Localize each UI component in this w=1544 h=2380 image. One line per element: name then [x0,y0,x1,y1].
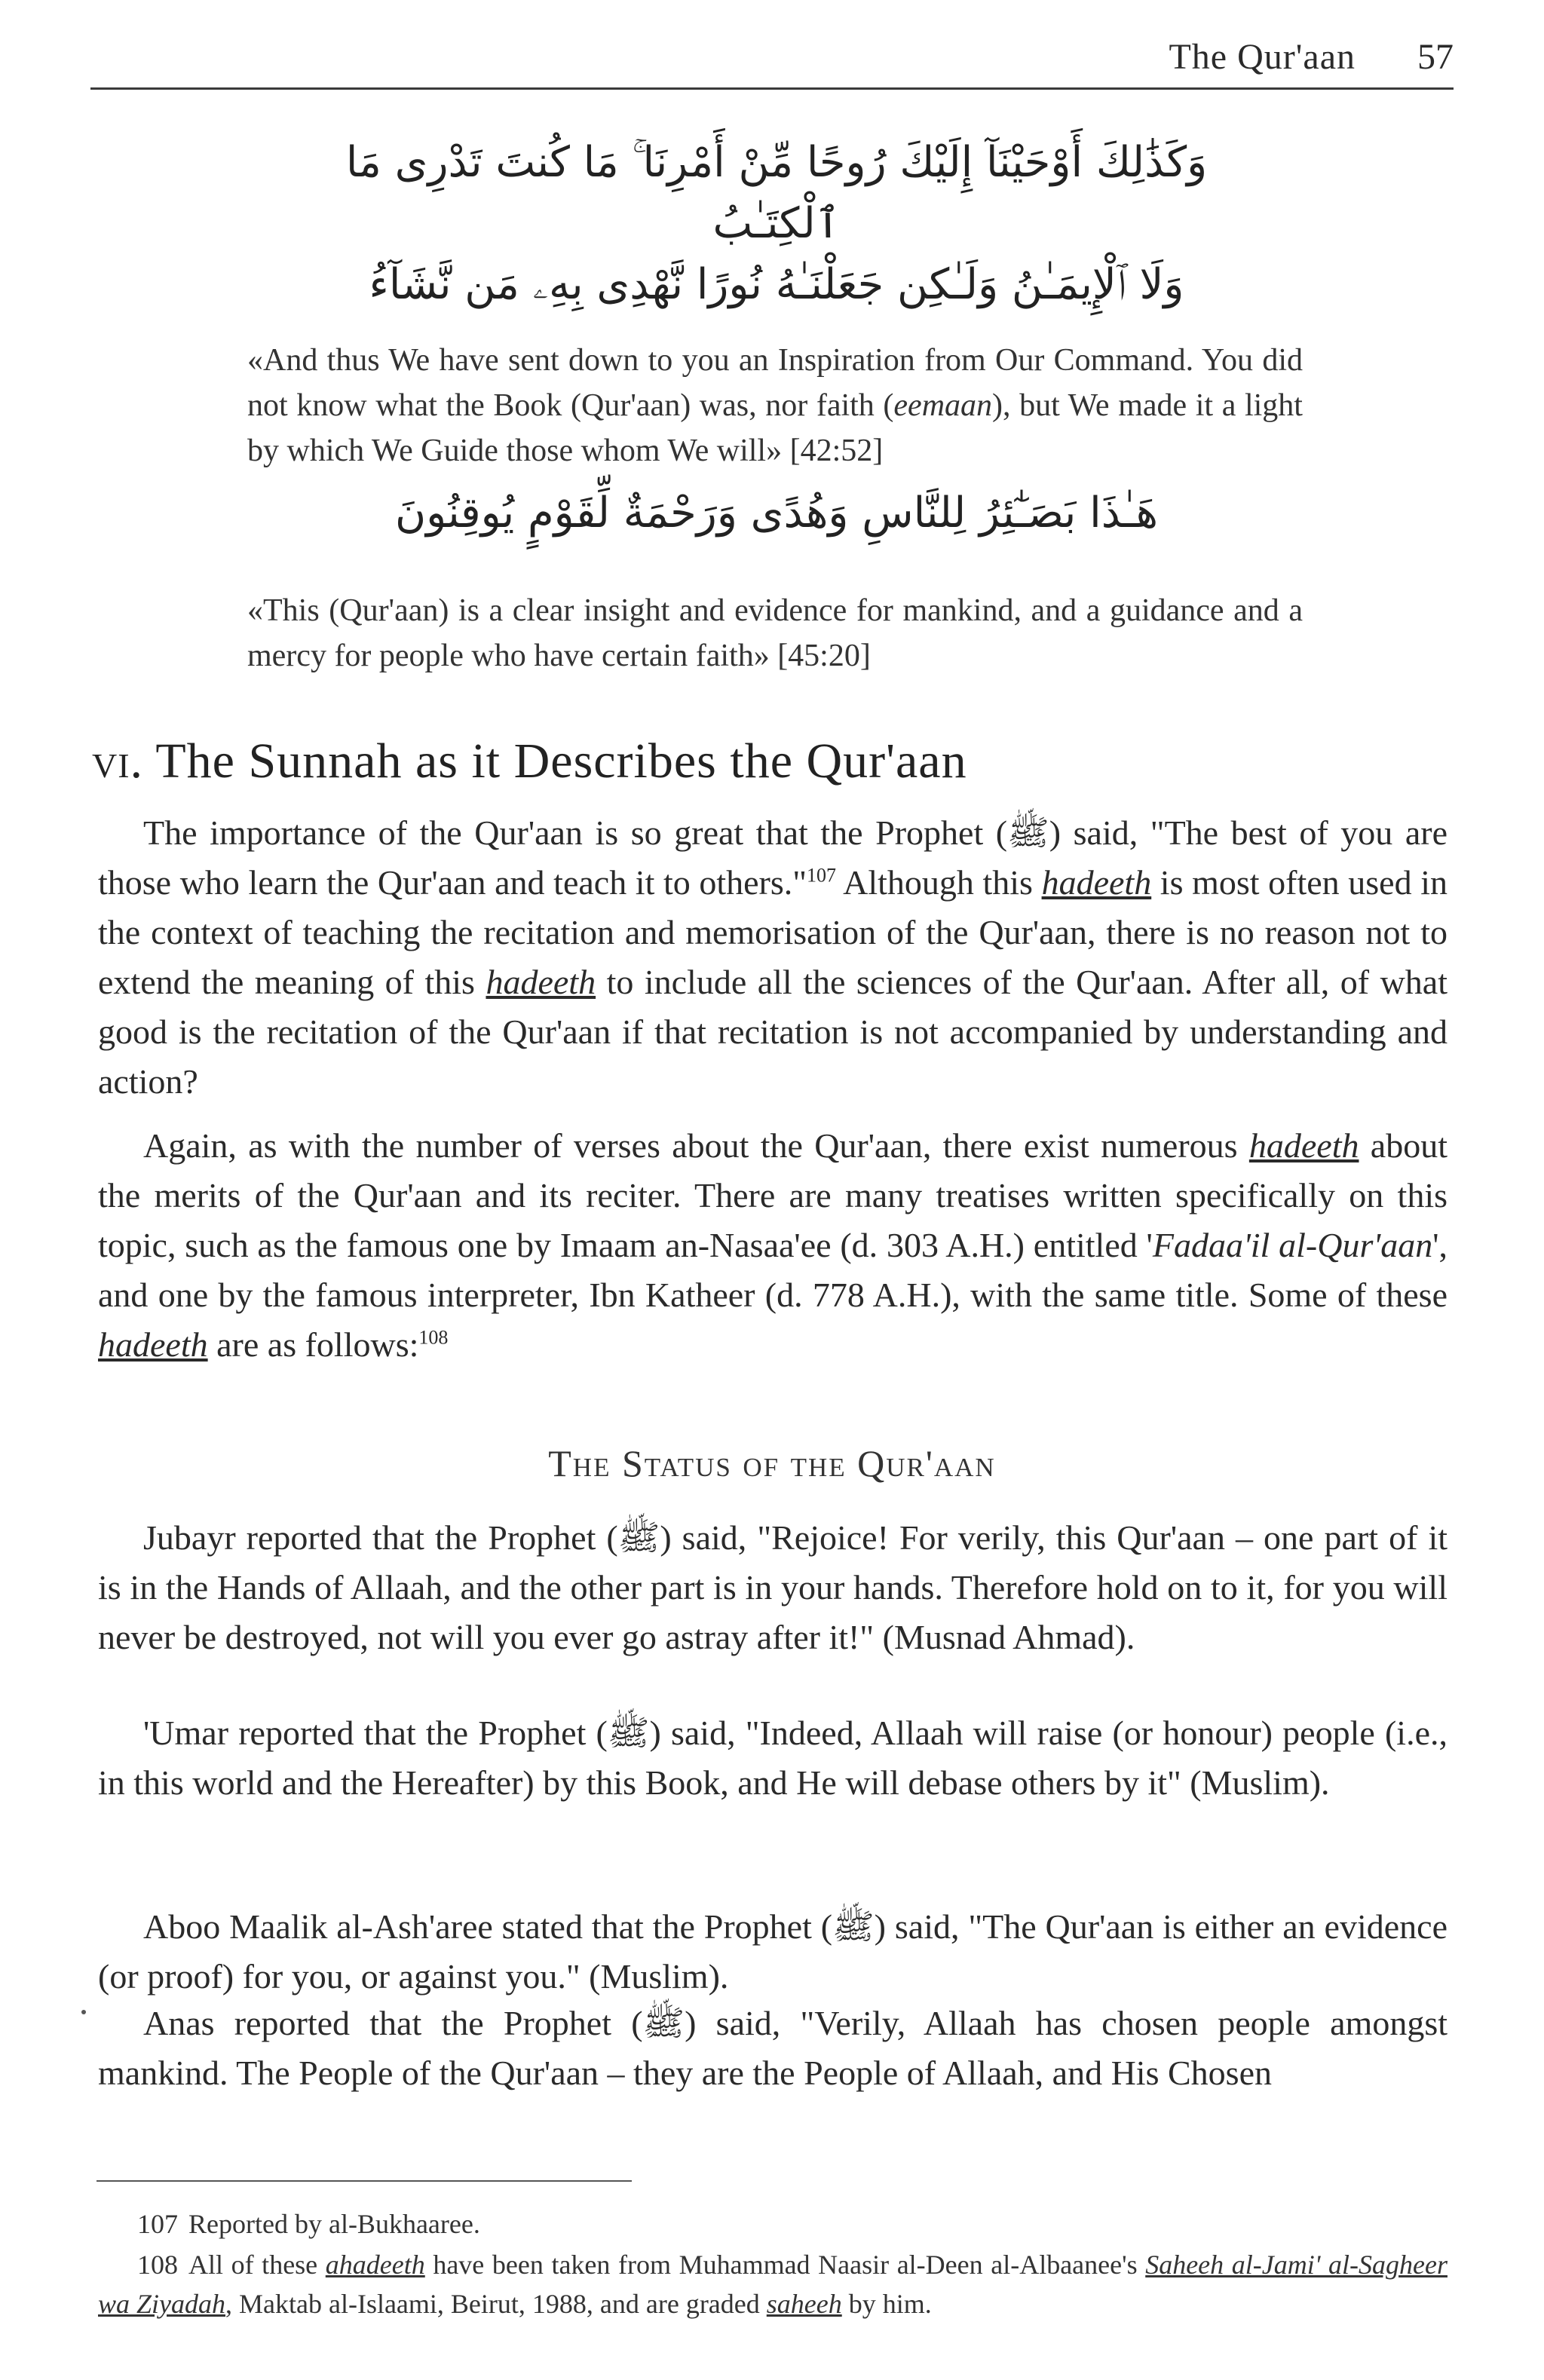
italic-term: ahadeeth [325,2250,425,2280]
text-run: The importance of the Qur'aan is so great that the Prophet (ﷺ) said, "The best of you are those who learn the Qur'aan and teach it to others." [98,813,1448,902]
margin-mark [81,2010,86,2014]
text-run: are as follows: [207,1325,419,1364]
translation-text: ), but We made it a light by which We Guide those whom We will» [42:52] [247,388,1303,468]
italic-term: hadeeth [1248,1126,1359,1165]
arabic-line-1: وَكَذَٰلِكَ أَوْحَيْنَآ إِلَيْكَ رُوحًا مِّنْ أَمْرِنَا ۚ مَا كُنتَ تَدْرِى مَا ٱلْكِتَـٰبُ [345,138,1208,249]
paragraph-1 [98,808,1448,1107]
italic-book-title: Saheeh al-Jami' al-Sagheer wa Ziyadah [98,2250,1448,2319]
running-head: The Qur'aan [1169,37,1356,77]
italic-term: hadeeth [98,1325,208,1364]
section-number: vi. [92,734,144,789]
footnote-text: , Maktab al-Islaami, Beirut, 1988, and are graded [225,2289,767,2319]
footnote-ref-107[interactable]: 107 [807,864,837,887]
arabic-verse-42-52 [317,132,1236,316]
footnote-number: 108 [137,2250,178,2280]
footnote-rule [96,2180,632,2182]
italic-term: hadeeth [486,963,596,1001]
footnote-text: by him. [841,2289,932,2319]
text-run: Although this [836,863,1042,902]
text-run: about the merits of the Qur'aan and its reciter. There are many treatises written specifically on this topic, such as the famous one by Imaam an-Nasaa'ee (d. 303 A.H.) entitled ' [98,1126,1448,1264]
text-run: Again, as with the number of verses about the Qur'aan, there exist numerous [143,1126,1249,1165]
paragraph-4: 'Umar reported that the Prophet (ﷺ) said, "Indeed, Allaah will raise (or honour) people (i.e., in this world and the Hereafter) by this Book, and He will debase others by it" (Muslim). [98,1714,1448,1802]
page-header [90,30,1454,90]
italic-term: eemaan [893,388,993,423]
footnote-text: have been taken from Muhammad Naasir al-Deen al-Albaanee's [424,2250,1146,2280]
subheading-status: The Status of the Qur'aan [548,1442,996,1484]
italic-term: saheeh [766,2289,842,2319]
paragraph-2 [98,1121,1448,1370]
text-run: ', and one by the famous interpreter, Ibn Katheer (d. 778 A.H.), with the same title. Some of these [98,1226,1448,1314]
footnote-text: All of these [188,2250,326,2280]
translation-text: «And thus We have sent down to you an Inspiration from Our Command. You did not know what the Book (Qur'aan) was, nor faith ( [247,343,1303,423]
paragraph-6: Anas reported that the Prophet (ﷺ) said, "Verily, Allaah has chosen people amongst mankind. The People of the Qur'aan – they are the People of Allaah, and His Chosen [98,2004,1448,2092]
header-rule [90,87,1454,90]
section-heading [92,733,967,790]
footnote-text: Reported by al-Bukhaaree. [188,2209,480,2239]
translation-45-20: «This (Qur'aan) is a clear insight and evidence for mankind, and a guidance and a mercy for people who have certain faith» [45:20] [247,593,1303,673]
section-title: The Sunnah as it Describes the Qur'aan [155,734,967,789]
text-run: is most often used in the context of teaching the recitation and memorisation of the Qur'aan, there is no reason not to extend the meaning of this [98,863,1448,1001]
italic-term: hadeeth [1041,863,1152,902]
arabic-line-2: وَلَا ٱلْإِيمَـٰنُ وَلَـٰكِن جَعَلْنَـٰهُ نُورًا نَّهْدِى بِهِۦ مَن نَّشَآءُ [369,260,1184,310]
italic-title: Fadaa'il al-Qur'aan [1152,1226,1433,1264]
footnote-107 [98,2204,1448,2244]
arabic-verse-45-20: هَـٰذَا بَصَـٰٓئِرُ لِلنَّاسِ وَهُدًى وَرَحْمَةٌ لِّقَوْمٍ يُوقِنُونَ [394,489,1159,538]
paragraph-5: Aboo Maalik al-Ash'aree stated that the Prophet (ﷺ) said, "The Qur'aan is either an evidence (or proof) for you, or against you." (Muslim). [98,1907,1448,1996]
page-number: 57 [1417,37,1454,77]
translation-42-52 [247,338,1303,473]
footnote-ref-108[interactable]: 108 [418,1326,449,1349]
footnote-number: 107 [137,2209,178,2239]
paragraph-3: Jubayr reported that the Prophet (ﷺ) said, "Rejoice! For verily, this Qur'aan – one part of it is in the Hands of Allaah, and the other part is in your hands. Therefore hold on to it, for you will never be destroyed, not will you ever go astray after it!" (Musnad Ahmad). [98,1518,1448,1656]
text-run: to include all the sciences of the Qur'aan. After all, of what good is the recitation of the Qur'aan if that recitation is not accompanied by understanding and action? [98,963,1448,1101]
footnote-108 [98,2245,1448,2323]
